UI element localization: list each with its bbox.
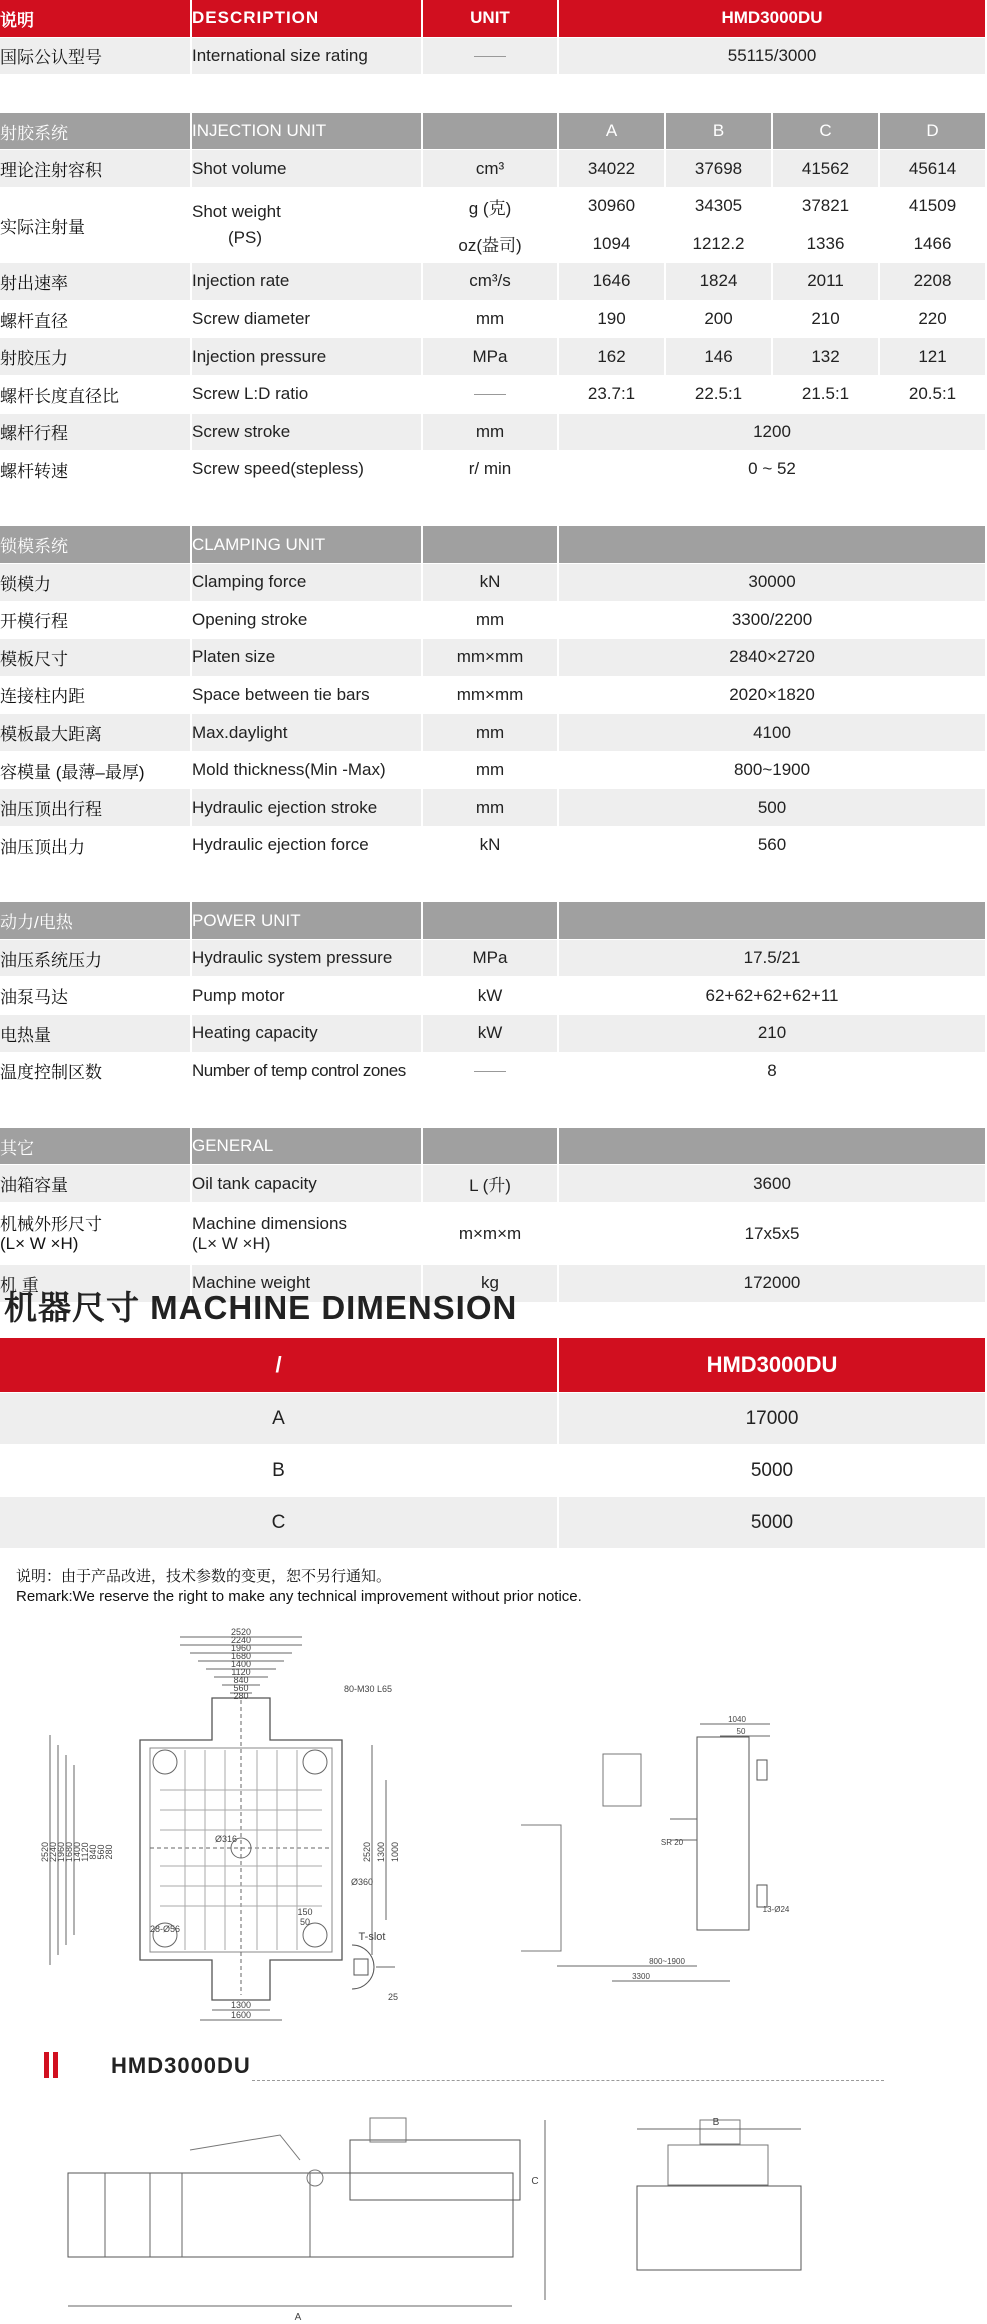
label-b: B [712, 2117, 720, 2128]
row-value-a: 23.7:1 [559, 376, 666, 414]
row-zh [0, 1203, 192, 1265]
section-zh: 其它 [0, 1128, 192, 1166]
model-heading [44, 2052, 884, 2082]
row-zh: 理论注射容积 [0, 150, 192, 188]
header-row [0, 0, 987, 38]
row-unit: MPa [423, 940, 559, 978]
note-dia: Ø316 [214, 1834, 238, 1844]
dash-mark [474, 394, 506, 395]
row-unit: mm [423, 414, 559, 452]
section-clamping [0, 526, 987, 564]
label-a: A [294, 2312, 302, 2323]
row-en: Injection pressure [192, 338, 423, 376]
dash-mark [474, 1071, 506, 1072]
row-value-b: 146 [666, 338, 773, 376]
row-en: Max.daylight [192, 714, 423, 752]
table-row [0, 451, 987, 489]
row-value: 3300/2200 [559, 602, 987, 640]
row-en: Screw L:D ratio [192, 376, 423, 414]
md-label: C [0, 1497, 559, 1549]
dim-left-3: 1680 [64, 1841, 74, 1863]
row-unit: m×m×m [423, 1203, 559, 1265]
section-power [0, 902, 987, 940]
table-row [0, 263, 987, 301]
row-value-c: 132 [773, 338, 880, 376]
row-unit: kN [423, 564, 559, 602]
row-unit: mm [423, 752, 559, 790]
row-value-b: 1824 [666, 263, 773, 301]
screw-col-b: B [666, 113, 773, 151]
note-tslot: T-slot [358, 1931, 386, 1943]
row-zh: 容模量 (最薄–最厚) [0, 752, 192, 790]
table-row [0, 1053, 987, 1091]
dim-left-7: 560 [96, 1844, 106, 1860]
row-value: 560 [559, 827, 987, 865]
md-header-right: HMD3000DU [559, 1338, 987, 1393]
row-value: 30000 [559, 564, 987, 602]
row-zh: 电热量 [0, 1015, 192, 1053]
row-unit: mm×mm [423, 639, 559, 677]
row-en: Hydraulic ejection stroke [192, 789, 423, 827]
section-en: CLAMPING UNIT [192, 526, 423, 564]
md-header-row [0, 1338, 987, 1393]
md-label: A [0, 1393, 559, 1445]
side-3300: 3300 [632, 1972, 650, 1981]
row-unit: mm [423, 602, 559, 640]
row-en: Screw stroke [192, 414, 423, 452]
md-label: B [0, 1445, 559, 1497]
note-25: 25 [387, 1992, 399, 2002]
dim-left-1: 2240 [48, 1841, 58, 1863]
row-en: Platen size [192, 639, 423, 677]
row-en: Screw diameter [192, 301, 423, 339]
row-value: 8 [559, 1053, 987, 1091]
remark-en: Remark:We reserve the right to make any technical improvement without prior notice. [16, 1588, 582, 1605]
row-en: Machine weight [192, 1265, 423, 1303]
side-ejector: 13-Ø24 [762, 1905, 790, 1914]
header-unit: UNIT [423, 0, 559, 38]
dim-bottom-0: 1300 [230, 2000, 252, 2010]
row-zh: 锁模力 [0, 564, 192, 602]
dash-mark [474, 56, 506, 57]
row-unit: MPa [423, 338, 559, 376]
row-zh: 射出速率 [0, 263, 192, 301]
row-value-d: 45614 [880, 150, 987, 188]
table-row [0, 338, 987, 376]
row-value-c: 1336 [773, 226, 880, 264]
dim-top-0: 2520 [230, 1627, 252, 1637]
row-value: 210 [559, 1015, 987, 1053]
row-en: Hydraulic system pressure [192, 940, 423, 978]
row-zh: 模板尺寸 [0, 639, 192, 677]
table-row [0, 827, 987, 865]
row-unit: cm³ [423, 150, 559, 188]
row-en: Clamping force [192, 564, 423, 602]
section-injection [0, 113, 987, 151]
dim-top-1: 2240 [230, 1635, 252, 1645]
dim-left-5: 1120 [80, 1842, 90, 1862]
row-zh: 螺杆长度直径比 [0, 376, 192, 414]
section-en: INJECTION UNIT [192, 113, 423, 151]
dim-top-7: 560 [233, 1683, 249, 1693]
row-value-b: 22.5:1 [666, 376, 773, 414]
machine-labels [295, 2117, 720, 2323]
section-zh: 动力/电热 [0, 902, 192, 940]
section-zh: 射胶系统 [0, 113, 192, 151]
table-row [0, 789, 987, 827]
row-unit: kN [423, 827, 559, 865]
side-labels [632, 1715, 790, 1981]
row-unit: kg [423, 1265, 559, 1303]
label-c: C [531, 2176, 539, 2187]
row-unit [423, 376, 559, 414]
table-row [0, 414, 987, 452]
row-value: 4100 [559, 714, 987, 752]
note-dia2: Ø360 [350, 1877, 374, 1887]
row-en [192, 1203, 423, 1265]
row-unit: r/ min [423, 451, 559, 489]
row-value: 172000 [559, 1265, 987, 1303]
dim-top-4: 1400 [230, 1659, 252, 1669]
row-value-a: 162 [559, 338, 666, 376]
dim-left-6: 840 [88, 1844, 98, 1860]
row-en: Heating capacity [192, 1015, 423, 1053]
model-mark-icon [44, 2052, 62, 2078]
row-zh-line2: (L× W ×H) [0, 1233, 79, 1253]
side-range: 800~1900 [649, 1957, 685, 1966]
dim-bottom-1: 1600 [230, 2010, 252, 2020]
row-value-d: 41509 [880, 188, 987, 226]
table-row [0, 188, 987, 226]
row-zh: 油压系统压力 [0, 940, 192, 978]
table-row [0, 1165, 987, 1203]
row-en: Number of temp control zones [192, 1053, 423, 1091]
note-50: 50 [299, 1917, 311, 1927]
note-holes: 28-Ø56 [149, 1924, 181, 1934]
row-zh: 机 重 [0, 1265, 192, 1303]
row-zh: 油压顶出行程 [0, 789, 192, 827]
dim-left-8: 280 [104, 1844, 114, 1860]
row-zh: 油压顶出力 [0, 827, 192, 865]
md-value: 5000 [559, 1497, 987, 1549]
row-value-b: 1212.2 [666, 226, 773, 264]
row-en: Shot volume [192, 150, 423, 188]
row-en: Hydraulic ejection force [192, 827, 423, 865]
row-value-a: 1094 [559, 226, 666, 264]
table-row [0, 301, 987, 339]
dim-right-0: 2520 [362, 1841, 372, 1863]
table-row [0, 1203, 987, 1265]
section-zh: 锁模系统 [0, 526, 192, 564]
side-50: 50 [736, 1727, 746, 1736]
row-zh: 螺杆行程 [0, 414, 192, 452]
row-value-b: 34305 [666, 188, 773, 226]
row-value: 55115/3000 [559, 38, 987, 76]
md-value: 17000 [559, 1393, 987, 1445]
row-value-a: 30960 [559, 188, 666, 226]
row-value-c: 41562 [773, 150, 880, 188]
note-bolts: 80-M30 L65 [343, 1684, 393, 1694]
row-en-line1: Shot weight [192, 202, 281, 222]
side-sr20: SR 20 [660, 1838, 684, 1847]
machine-drawing [68, 2118, 801, 2306]
screw-col-d: D [880, 113, 987, 151]
row-zh: 开模行程 [0, 602, 192, 640]
row-value: 2020×1820 [559, 677, 987, 715]
table-row [0, 1015, 987, 1053]
row-zh: 射胶压力 [0, 338, 192, 376]
row-value-d: 1466 [880, 226, 987, 264]
row-zh: 温度控制区数 [0, 1053, 192, 1091]
table-row [0, 564, 987, 602]
table-row [0, 677, 987, 715]
row-value: 0 ~ 52 [559, 451, 987, 489]
screw-col-a: A [559, 113, 666, 151]
row-value: 17.5/21 [559, 940, 987, 978]
md-value: 5000 [559, 1445, 987, 1497]
table-row [0, 940, 987, 978]
dim-top-3: 1680 [230, 1651, 252, 1661]
row-value: 500 [559, 789, 987, 827]
row-unit: mm [423, 301, 559, 339]
row-zh: 螺杆直径 [0, 301, 192, 339]
row-en-line1: Machine dimensions [192, 1213, 347, 1233]
row-value-c: 37821 [773, 188, 880, 226]
row-unit: mm [423, 714, 559, 752]
row-en-line2: (PS) [228, 228, 262, 248]
row-unit: oz(盎司) [423, 226, 559, 264]
row-value-d: 2208 [880, 263, 987, 301]
row-zh: 国际公认型号 [0, 38, 192, 76]
table-row [0, 602, 987, 640]
row-unit: kW [423, 1015, 559, 1053]
row-zh: 螺杆转速 [0, 451, 192, 489]
dim-left-4: 1400 [72, 1841, 82, 1863]
row-en: Space between tie bars [192, 677, 423, 715]
table-row [0, 714, 987, 752]
row-zh: 连接柱内距 [0, 677, 192, 715]
dim-top-6: 840 [233, 1675, 249, 1685]
row-value-c: 21.5:1 [773, 376, 880, 414]
dim-left-0: 2520 [40, 1841, 50, 1863]
table-row [0, 752, 987, 790]
row-en: Pump motor [192, 977, 423, 1015]
table-row [0, 150, 987, 188]
remark-zh: 说明：由于产品改进，技术参数的变更，恕不另行通知。 [16, 1568, 392, 1585]
table-row [0, 1497, 987, 1549]
remark [16, 1567, 582, 1607]
row-value-d: 121 [880, 338, 987, 376]
screw-col-c: C [773, 113, 880, 151]
row-value: 17x5x5 [559, 1203, 987, 1265]
header-model: HMD3000DU [559, 0, 987, 38]
section-general [0, 1128, 987, 1166]
dim-right-1: 1300 [376, 1841, 386, 1863]
row-unit: g (克) [423, 188, 559, 226]
table-row [0, 1393, 987, 1445]
platen-drawing [50, 1637, 395, 2020]
row-en: Opening stroke [192, 602, 423, 640]
table-row [0, 1445, 987, 1497]
md-header-left: / [0, 1338, 559, 1393]
table-row [0, 376, 987, 414]
divider [252, 2080, 884, 2081]
row-value-b: 200 [666, 301, 773, 339]
row-en: Injection rate [192, 263, 423, 301]
side-1040: 1040 [728, 1715, 746, 1724]
row-value-c: 2011 [773, 263, 880, 301]
section-en: POWER UNIT [192, 902, 423, 940]
dim-top-2: 1960 [230, 1643, 252, 1653]
table-row [0, 38, 987, 76]
row-unit: L (升) [423, 1165, 559, 1203]
row-zh-line1: 机械外形尺寸 [0, 1214, 102, 1234]
row-value-b: 37698 [666, 150, 773, 188]
row-en: Screw speed(stepless) [192, 451, 423, 489]
row-zh: 实际注射量 [0, 188, 192, 263]
row-zh: 模板最大距离 [0, 714, 192, 752]
row-zh: 油泵马达 [0, 977, 192, 1015]
row-value: 800~1900 [559, 752, 987, 790]
dim-left-2: 1960 [56, 1841, 66, 1863]
row-value-c: 210 [773, 301, 880, 339]
row-value-a: 34022 [559, 150, 666, 188]
row-unit [423, 1053, 559, 1091]
header-zh: 说明 [0, 0, 192, 38]
row-zh: 油箱容量 [0, 1165, 192, 1203]
row-unit: mm×mm [423, 677, 559, 715]
platen-labels [40, 1627, 400, 2020]
row-unit: kW [423, 977, 559, 1015]
row-en-line2: (L× W ×H) [192, 1233, 271, 1253]
side-drawing [521, 1724, 770, 1981]
row-value: 62+62+62+62+11 [559, 977, 987, 1015]
model-name: HMD3000DU [111, 2053, 251, 2078]
row-en [192, 188, 423, 263]
machine-dimension-table [0, 1338, 987, 1549]
table-row [0, 977, 987, 1015]
header-description: DESCRIPTION [192, 0, 423, 38]
row-en: International size rating [192, 38, 423, 76]
row-unit: mm [423, 789, 559, 827]
table-row [0, 639, 987, 677]
row-value-d: 220 [880, 301, 987, 339]
row-en: Oil tank capacity [192, 1165, 423, 1203]
row-value: 2840×2720 [559, 639, 987, 677]
machine-dimension-title: 机器尺寸 MACHINE DIMENSION [4, 1289, 518, 1326]
section-en: GENERAL [192, 1128, 423, 1166]
dim-top-5: 1120 [231, 1667, 251, 1677]
note-150: 150 [297, 1907, 313, 1917]
row-en: Mold thickness(Min -Max) [192, 752, 423, 790]
technical-drawings [0, 1620, 987, 2324]
row-value-d: 20.5:1 [880, 376, 987, 414]
row-value-a: 190 [559, 301, 666, 339]
row-unit [423, 38, 559, 76]
dim-right-2: 1000 [390, 1841, 400, 1863]
row-value: 1200 [559, 414, 987, 452]
row-value-a: 1646 [559, 263, 666, 301]
dim-top-8: 280 [233, 1691, 249, 1701]
row-unit: cm³/s [423, 263, 559, 301]
row-value: 3600 [559, 1165, 987, 1203]
